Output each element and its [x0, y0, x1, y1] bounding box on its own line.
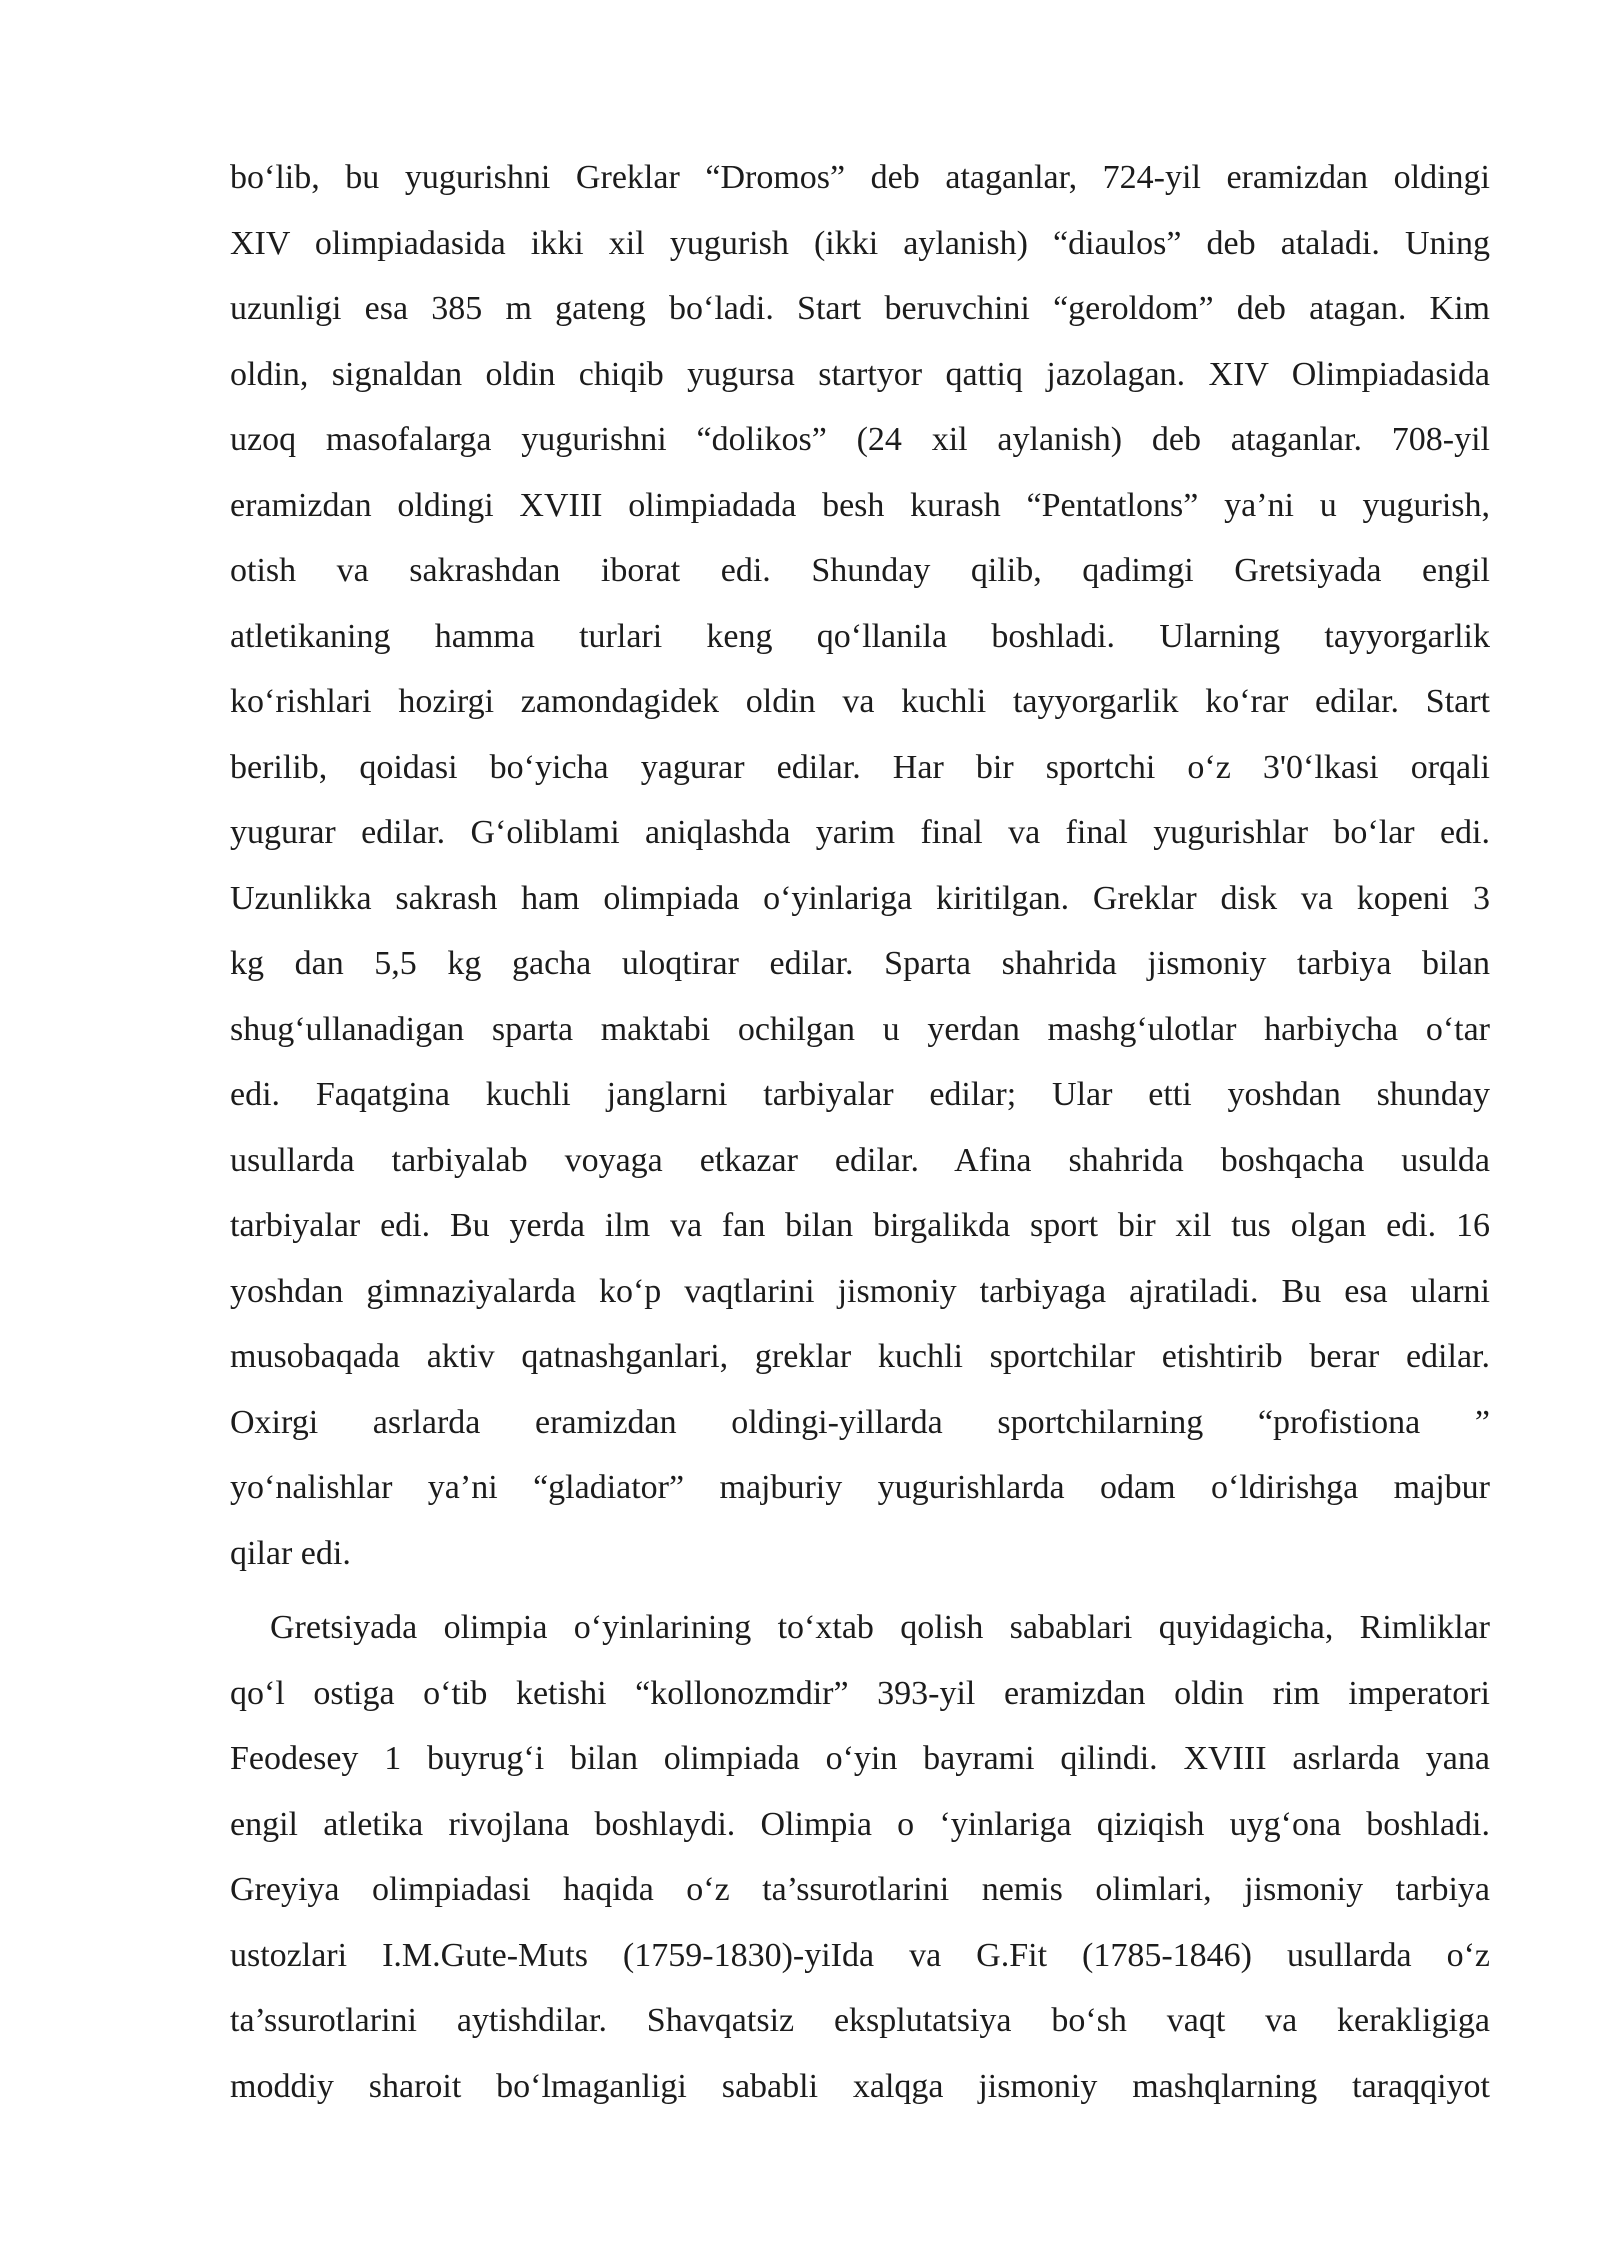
text-line: yo‘nalishlar ya’ni “gladiator” majburiy yugurishlarda odam o‘ldirishga majbur [230, 1469, 1490, 1506]
text-line: engil atletika rivojlana boshlaydi. Olimpia o ‘yinlariga qiziqish uyg‘ona boshladi. [230, 1805, 1490, 1843]
text-line: Feodesey 1 buyrug‘i bilan olimpiada o‘yin bayrami qilindi. XVIII asrlarda yana [230, 1740, 1490, 1777]
text-line: atletikaning hamma turlari keng qo‘llanila boshladi. Ularning tayyorgarlik [230, 617, 1490, 655]
text-line: Oxirgi asrlarda eramizdan oldingi-yillarda sportchilarning “profistiona ” [230, 1403, 1490, 1441]
text-line: yugurar edilar. G‘oliblami aniqlashda yarim final va final yugurishlar bo‘lar edi. [230, 814, 1490, 851]
text-line: tarbiyalar edi. Bu yerda ilm va fan bilan birgalikda sport bir xil tus olgan edi. 16 [230, 1207, 1490, 1244]
text-line: oldin, signaldan oldin chiqib yugursa startyor qattiq jazolagan. XIV Olimpiadasida [230, 355, 1490, 393]
text-line: berilib, qoidasi bo‘yicha yagurar edilar. Har bir sportchi o‘z 3'0‘lkasi orqali [230, 748, 1490, 786]
text-line: musobaqada aktiv qatnashganlari, greklar kuchli sportchilar etishtirib berar edilar. [230, 1338, 1490, 1375]
text-line: Greyiya olimpiadasi haqida o‘z ta’ssurotlarini nemis olimlari, jismoniy tarbiya [230, 1871, 1490, 1908]
text-line: eramizdan oldingi XVIII olimpiadada besh kurash “Pentatlons” ya’ni u yugurish, [230, 486, 1490, 524]
text-line: bo‘lib, bu yugurishni Greklar “Dromos” deb ataganlar, 724-yil eramizdan oldingi [230, 159, 1490, 196]
paragraph [230, 1595, 1490, 2119]
text-line: qo‘l ostiga o‘tib ketishi “kollonozmdir” 393-yil eramizdan oldin rim imperatori [230, 1674, 1490, 1712]
text-line: yoshdan gimnaziyalarda ko‘p vaqtlarini jismoniy tarbiyaga ajratiladi. Bu esa ularni [230, 1272, 1490, 1310]
text-line: otish va sakrashdan iborat edi. Shunday qilib, qadimgi Gretsiyada engil [230, 552, 1490, 589]
text-line: usullarda tarbiyalab voyaga etkazar edilar. Afina shahrida boshqacha usulda [230, 1141, 1490, 1179]
text-line: Uzunlikka sakrash ham olimpiada o‘yinlariga kiritilgan. Greklar disk va kopeni 3 [230, 879, 1490, 917]
paragraph [230, 145, 1490, 1586]
text-line: shug‘ullanadigan sparta maktabi ochilgan u yerdan mashg‘ulotlar harbiycha o‘tar [230, 1010, 1490, 1048]
text-line: ta’ssurotlarini aytishdilar. Shavqatsiz eksplutatsiya bo‘sh vaqt va kerakligiga [230, 2002, 1490, 2039]
text-line: Gretsiyada olimpia o‘yinlarining to‘xtab qolish sabablari quyidagicha, Rimliklar [270, 1609, 1490, 1646]
text-line: moddiy sharoit bo‘lmaganligi sababli xalqga jismoniy mashqlarning taraqqiyot [230, 2067, 1490, 2105]
text-line: XIV olimpiadasida ikki xil yugurish (ikki aylanish) “diaulos” deb ataladi. Uning [230, 224, 1490, 262]
text-line: uzunligi esa 385 m gateng bo‘ladi. Start beruvchini “geroldom” deb atagan. Kim [230, 290, 1490, 327]
text-line: uzoq masofalarga yugurishni “dolikos” (24 xil aylanish) deb ataganlar. 708-yil [230, 421, 1490, 458]
text-line: ko‘rishlari hozirgi zamondagidek oldin va kuchli tayyorgarlik ko‘rar edilar. Start [230, 683, 1490, 720]
text-line: kg dan 5,5 kg gacha uloqtirar edilar. Sparta shahrida jismoniy tarbiya bilan [230, 945, 1490, 982]
text-line: edi. Faqatgina kuchli janglarni tarbiyalar edilar; Ular etti yoshdan shunday [230, 1076, 1490, 1113]
text-line: qilar edi. [230, 1534, 351, 1572]
text-line: ustozlari I.M.Gute-Muts (1759-1830)-yiIda va G.Fit (1785-1846) usullarda o‘z [230, 1936, 1490, 1974]
